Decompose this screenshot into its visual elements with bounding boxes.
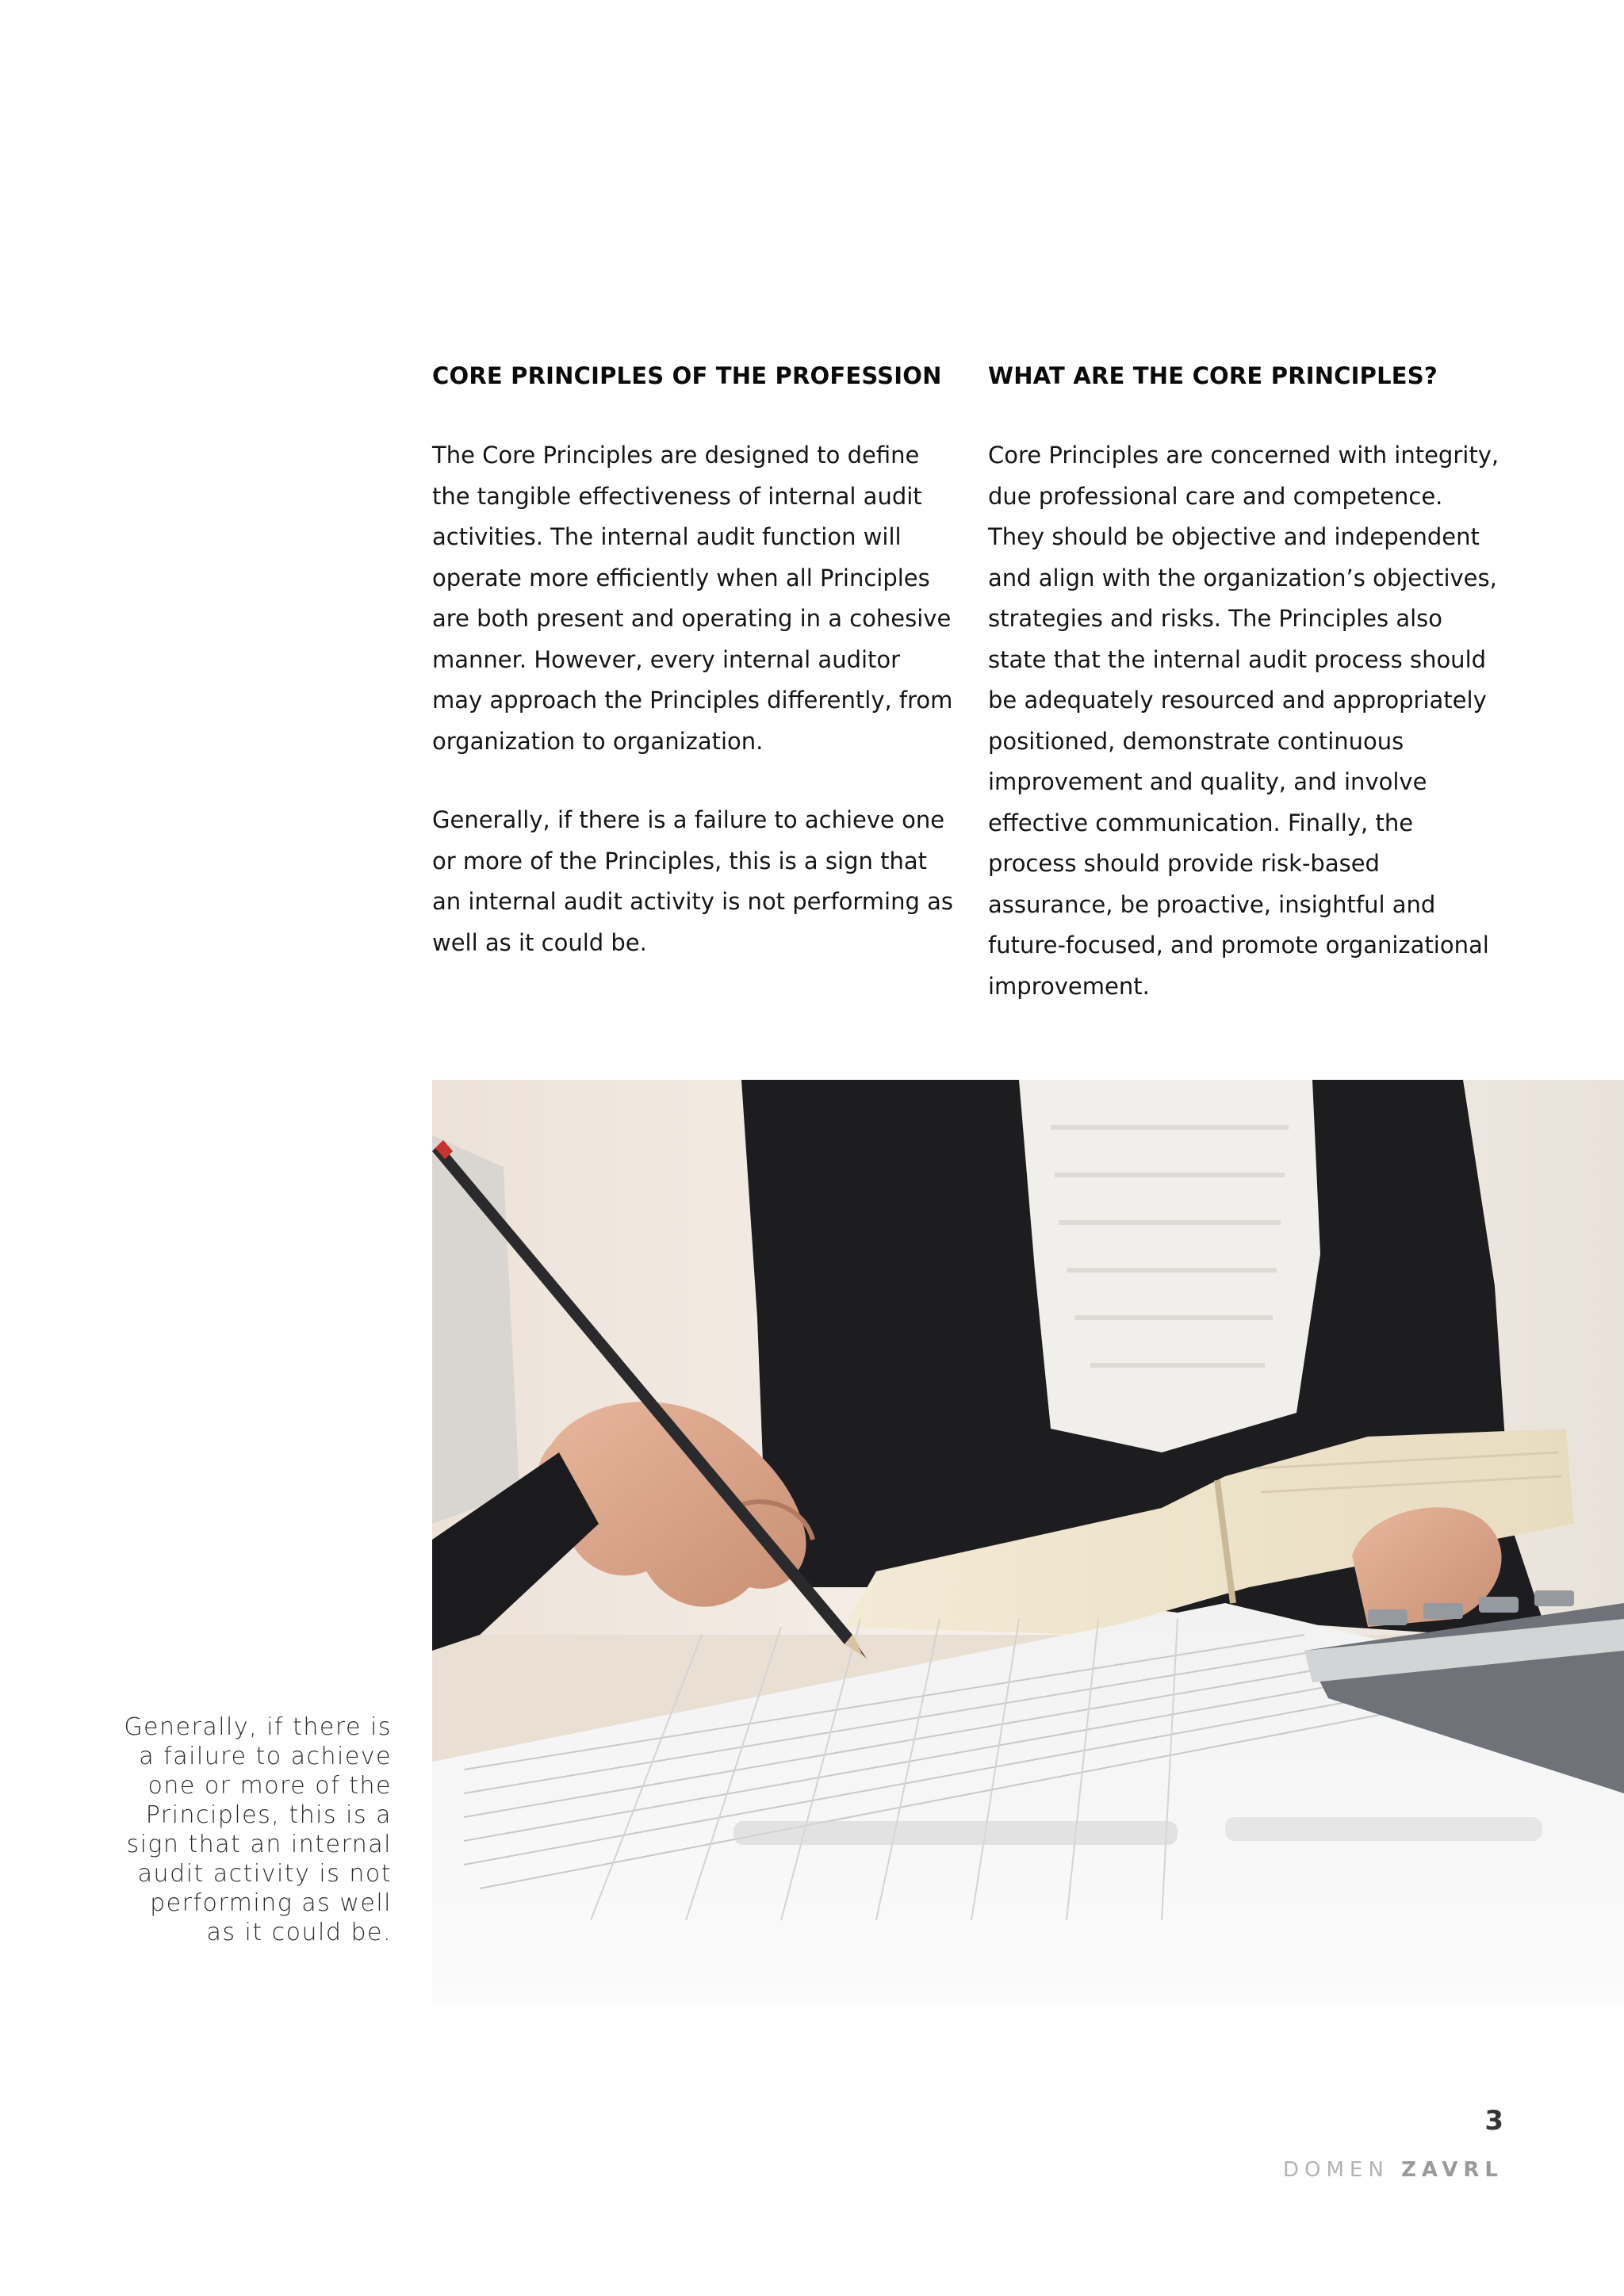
right-column [988,361,1503,1007]
person-writing-on-spreadsheet-photo [432,1080,1624,2005]
paragraph: Generally, if there is a failure to achieve one or more of the Principles, this is a sign that an internal audit activity is not performing as well as it could be. [432,806,954,956]
pull-quote: Generally, if there is a failure to achieve one or more of the Principles, this is a sign that an internal audit activity is not performing as well as it could be. [124,1713,392,1946]
author-name [1283,2158,1503,2182]
author-first-name: DOMEN [1283,2158,1389,2182]
paragraph: Core Principles are concerned with integrity, due professional care and competence. They should be objective and independent and align with the organization’s objectives, strategies and risks. The Principles also state that the internal audit process should be adequately resourced and appropriately positioned, demonstrate continuous improvement and quality, and involve effective communication. Finally, the process should provide risk-based assurance, be proactive, insightful and future-focused, and promote organizational improvement. [988,442,1500,1000]
left-column [432,361,956,963]
page-number: 3 [1484,2105,1503,2137]
section-heading-what-are-core-principles: WHAT ARE THE CORE PRINCIPLES? [988,362,1438,389]
section-heading-core-principles: CORE PRINCIPLES OF THE PROFESSION [432,362,942,389]
paragraph: The Core Principles are designed to define the tangible effectiveness of internal audit activities. The internal audit function will operate more efficiently when all Principles are both present and operating in a cohesive manner. However, every internal auditor may approach the Principles differently, from organization to organization. [432,442,953,755]
author-last-name: ZAVRL [1401,2158,1503,2182]
